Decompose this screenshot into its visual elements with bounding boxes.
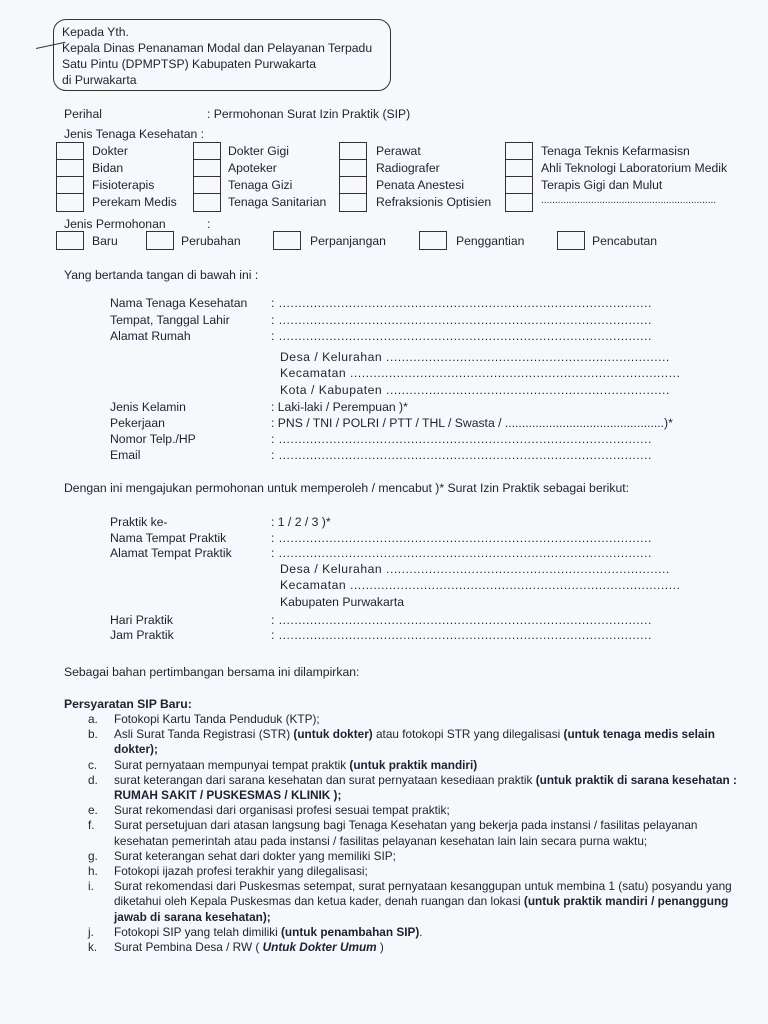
nama-field[interactable]: : ................................................................................................ [271, 296, 652, 310]
nama-tempat-field[interactable]: : ................................................................................................ [271, 531, 652, 545]
req-marker: c. [88, 757, 98, 772]
checkbox-baru[interactable] [56, 231, 84, 250]
intro-text: Yang bertanda tangan di bawah ini : [64, 268, 259, 282]
req-item [88, 879, 754, 925]
req-marker: k. [88, 940, 98, 955]
perihal-value: : Permohonan Surat Izin Praktik (SIP) [207, 107, 411, 121]
req-item [88, 712, 754, 727]
option-radiografer: Radiografer [376, 161, 440, 175]
address-line: Kepala Dinas Penanaman Modal dan Pelayanan Terpadu [62, 41, 373, 55]
email-label: Email [110, 448, 141, 462]
ttl-field[interactable]: : ................................................................................................ [271, 313, 652, 327]
telp-label: Nomor Telp./HP [110, 432, 196, 446]
req-marker: e. [88, 803, 98, 818]
checkbox-perpanjangan[interactable] [273, 231, 301, 250]
req-bold: (untuk penambahan SIP) [281, 924, 420, 939]
requirements-list [64, 712, 754, 955]
req-text: Surat Pembina Desa / RW ( [114, 940, 263, 955]
option-perawat: Perawat [376, 144, 421, 158]
req-text: ) [376, 940, 384, 955]
checkbox-group-col2[interactable] [193, 142, 221, 212]
checkbox-perubahan[interactable] [146, 231, 174, 250]
req-text: Surat persetujuan dari atasan langsung bagi Tenaga Kesehatan yang bekerja pada instansi / fasilitas pelayanan kesehatan pemerintah atau pada instansi / fasilitas pelayanan kesehatan lain lain secara purna waktu; [114, 818, 698, 848]
kota-field[interactable]: Kota / Kabupaten ......................................................................... [280, 383, 670, 397]
address-line: Satu Pintu (DPMPTSP) Kabupaten Purwakarta [62, 57, 317, 71]
option-perpanjangan: Perpanjangan [310, 234, 386, 248]
option-tenaga-sanitarian: Tenaga Sanitarian [228, 195, 327, 209]
req-text: Asli Surat Tanda Registrasi (STR) [114, 727, 294, 742]
option-dokter-gigi: Dokter Gigi [228, 144, 289, 158]
pekerjaan-label: Pekerjaan [110, 416, 165, 430]
jk-field[interactable]: : Laki-laki / Perempuan )* [271, 400, 408, 414]
jenis-tenaga-label: Jenis Tenaga Kesehatan : [64, 127, 205, 141]
req-text: surat keterangan dari sarana kesehatan dan surat pernyataan kesediaan praktik [114, 772, 536, 787]
option-apoteker: Apoteker [228, 161, 277, 175]
req-marker: g. [88, 848, 98, 863]
kecamatan-field[interactable]: Kecamatan ..................................................................................... [280, 366, 681, 380]
req-title: Persyaratan SIP Baru: [64, 697, 192, 711]
praktik-ke-label: Praktik ke- [110, 515, 168, 529]
option-tenaga-gizi: Tenaga Gizi [228, 178, 293, 192]
req-item [88, 818, 754, 848]
option-penata-anestesi: Penata Anestesi [376, 178, 465, 192]
option-ahli-teknologi-lab: Ahli Teknologi Laboratorium Medik [541, 161, 728, 175]
req-marker: b. [88, 727, 98, 742]
nama-label: Nama Tenaga Kesehatan [110, 296, 248, 310]
jam-label: Jam Praktik [110, 628, 174, 642]
req-marker: d. [88, 772, 98, 787]
req-item [88, 940, 754, 955]
req-text: Surat keterangan sehat dari dokter yang memiliki SIP; [114, 848, 396, 863]
req-marker: a. [88, 712, 98, 726]
req-item [88, 727, 754, 757]
option-dokter: Dokter [92, 144, 128, 158]
checkbox-penggantian[interactable] [419, 231, 447, 250]
option-refraksionis: Refraksionis Optisien [376, 195, 492, 209]
req-item [88, 772, 754, 803]
praktik-ke-field[interactable]: : 1 / 2 / 3 )* [271, 515, 331, 529]
alamat-label: Alamat Rumah [110, 329, 191, 343]
address-box [53, 19, 391, 91]
option-baru: Baru [92, 234, 118, 248]
req-marker: h. [88, 864, 98, 879]
checkbox-group-col4[interactable] [505, 142, 533, 212]
req-marker: f. [88, 818, 95, 833]
req-item [88, 924, 754, 940]
req-bold: (untuk praktik mandiri / penanggung jawab di sarana kesehatan); [114, 894, 729, 924]
req-item [88, 803, 754, 818]
req-bold: (untuk praktik mandiri) [349, 757, 478, 772]
alamat-tempat-label: Alamat Tempat Praktik [110, 546, 232, 560]
req-item [88, 864, 754, 879]
hari-field[interactable]: : ................................................................................................ [271, 613, 652, 627]
req-text: atau fotokopi STR yang dilegalisasi [372, 727, 564, 742]
jk-label: Jenis Kelamin [110, 400, 186, 414]
option-lainnya: ............................................................... [541, 195, 717, 206]
option-perubahan: Perubahan [181, 234, 241, 248]
req-item [88, 757, 754, 773]
req-marker: j. [88, 924, 94, 939]
req-bold: (untuk dokter) [293, 727, 373, 742]
perihal-label: Perihal [64, 107, 102, 121]
attach-intro: Sebagai bahan pertimbangan bersama ini dilampirkan: [64, 665, 360, 679]
ttl-label: Tempat, Tanggal Lahir [110, 313, 230, 327]
req-text: Surat rekomendasi dari organisasi profesi sesuai tempat praktik; [114, 803, 450, 818]
req-text: Surat pernyataan mempunyai tempat praktik [114, 757, 350, 772]
pekerjaan-field[interactable]: : PNS / TNI / POLRI / PTT / THL / Swasta / ...............................................)* [271, 416, 673, 430]
checkbox-group-col1[interactable] [56, 142, 84, 212]
jam-field[interactable]: : ................................................................................................ [271, 628, 652, 642]
req-bold: (untuk tenaga medis selain dokter); [114, 727, 715, 757]
option-terapis-gigi: Terapis Gigi dan Mulut [541, 178, 663, 192]
checkbox-pencabutan[interactable] [557, 231, 585, 250]
req-text: . [419, 924, 423, 939]
jenis-permohonan-colon: : [207, 217, 211, 231]
option-penggantian: Penggantian [456, 234, 525, 248]
telp-field[interactable]: : ................................................................................................ [271, 432, 652, 446]
option-fisioterapis: Fisioterapis [92, 178, 155, 192]
praktik-kecamatan-field[interactable]: Kecamatan ..................................................................................... [280, 578, 681, 592]
nama-tempat-label: Nama Tempat Praktik [110, 531, 227, 545]
desa-field[interactable]: Desa / Kelurahan ......................................................................... [280, 350, 670, 364]
address-line: Kepada Yth. [62, 25, 129, 39]
req-text: Surat rekomendasi dari Puskesmas setempat, surat pernyataan kesanggupan untuk membina 1 (satu) posyandu yang diketahui oleh Kepala Puskesmas dan ketua kader, denah ruangan dan lokasi [114, 879, 732, 909]
email-field[interactable]: : ................................................................................................ [271, 448, 652, 462]
praktik-kabupaten: Kabupaten Purwakarta [280, 595, 404, 609]
req-text: Fotokopi Kartu Tanda Penduduk (KTP); [114, 712, 320, 726]
req-text: Fotokopi ijazah profesi terakhir yang dilegalisasi; [114, 864, 368, 879]
req-bold: Untuk Dokter Umum [262, 940, 377, 955]
alamat-tempat-field[interactable]: : ................................................................................................ [271, 546, 652, 560]
praktik-desa-field[interactable]: Desa / Kelurahan ......................................................................... [280, 562, 670, 576]
hari-label: Hari Praktik [110, 613, 173, 627]
req-item [88, 848, 754, 864]
option-bidan: Bidan [92, 161, 124, 175]
req-text: Fotokopi SIP yang telah dimiliki [114, 924, 281, 939]
request-text: Dengan ini mengajukan permohonan untuk memperoleh / mencabut )* Surat Izin Praktik sebagai berikut: [64, 481, 630, 495]
option-pencabutan: Pencabutan [592, 234, 658, 248]
jenis-permohonan-label: Jenis Permohonan [64, 217, 166, 231]
checkbox-group-col3[interactable] [339, 142, 367, 212]
option-perekam-medis: Perekam Medis [92, 195, 177, 209]
option-tenaga-teknis-kefarmasian: Tenaga Teknis Kefarmasisn [541, 144, 690, 158]
req-bold: (untuk praktik di sarana kesehatan : RUMAH SAKIT / PUSKESMAS / KLINIK ); [114, 772, 737, 803]
alamat-field[interactable]: : ................................................................................................ [271, 329, 652, 343]
req-marker: i. [88, 879, 94, 894]
address-line: di Purwakarta [62, 73, 137, 87]
